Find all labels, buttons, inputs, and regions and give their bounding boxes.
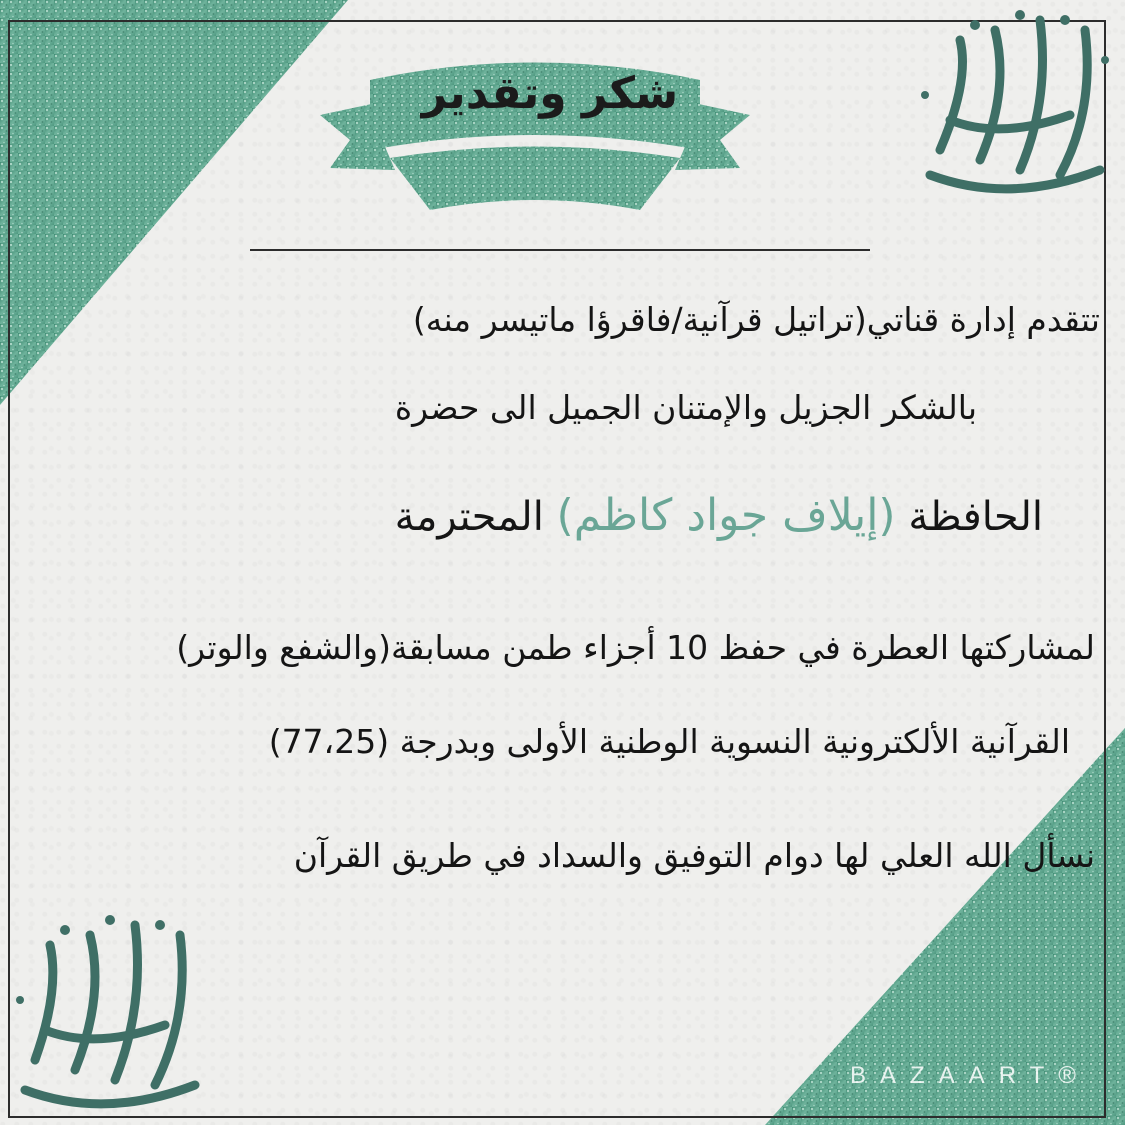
intro-line: تتقدم إدارة قناتي(تراتيل قرآنية/فاقرؤا ماتيسر منه): [412, 300, 1100, 339]
recipient-prefix: الحافظة: [908, 494, 1043, 540]
recipient-name: (إيلاف جواد كاظم): [556, 490, 896, 541]
title-divider: [250, 249, 870, 251]
quran-calligraphy-top: [900, 0, 1125, 210]
title-ribbon: [310, 40, 760, 220]
prayer-line: نسأل الله العلي لها دوام التوفيق والسداد في طريق القرآن: [293, 836, 1095, 875]
participation-line: لمشاركتها العطرة في حفظ 10 أجزاء طمن مسابقة(والشفع والوتر): [176, 628, 1095, 667]
competition-line: القرآنية الألكترونية النسوية الوطنية الأولى وبدرجة (77،25): [268, 722, 1070, 761]
certificate-title: شكر وتقدير: [421, 68, 679, 119]
recipient-line: [395, 490, 1043, 541]
thanks-line: بالشكر الجزيل والإمتنان الجميل الى حضرة: [394, 388, 977, 427]
recipient-suffix: المحترمة: [394, 494, 544, 540]
quran-calligraphy-bottom: [0, 900, 215, 1125]
bazaart-watermark: BAZAART®: [850, 1062, 1090, 1089]
